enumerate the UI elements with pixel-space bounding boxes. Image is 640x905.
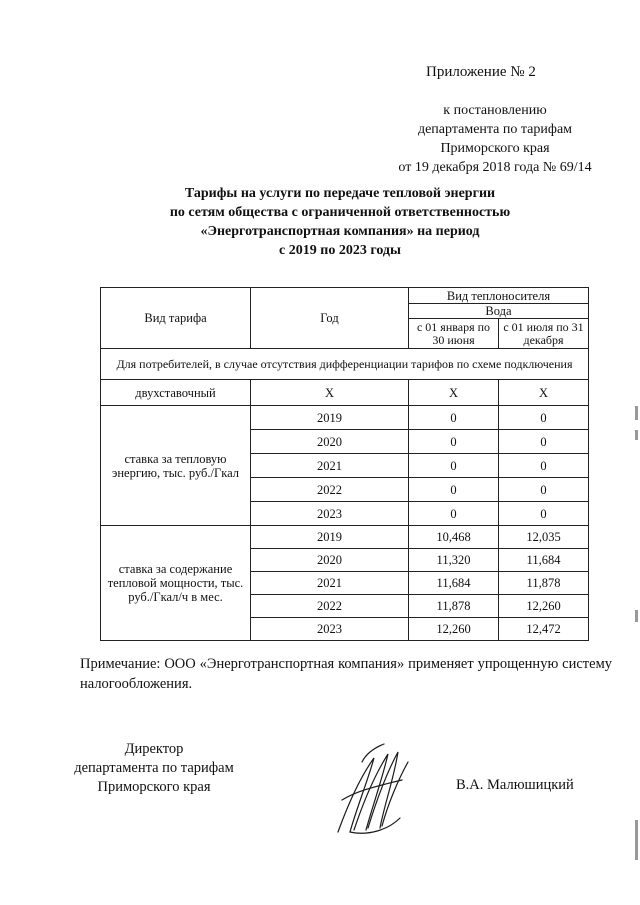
- table-cell: 2021: [251, 454, 409, 478]
- title-line: «Энерготранспортная компания» на период: [200, 224, 480, 239]
- header-year: Год: [251, 288, 409, 349]
- table-cell: Х: [251, 380, 409, 406]
- table-cell: 11,684: [409, 572, 499, 595]
- header-tariff-type: Вид тарифа: [101, 288, 251, 349]
- table-cell: 2021: [251, 572, 409, 595]
- table-cell: 0: [499, 454, 589, 478]
- table-cell: 10,468: [409, 526, 499, 549]
- appendix-title: Приложение № 2: [426, 64, 536, 80]
- table-cell: 2020: [251, 549, 409, 572]
- table-cell: 0: [409, 406, 499, 430]
- title-line: по сетям общества с ограниченной ответственностью: [169, 205, 511, 220]
- table-cell: 12,035: [499, 526, 589, 549]
- table-cell: 2023: [251, 618, 409, 641]
- document-title: [80, 184, 600, 260]
- title-line: Тарифы на услуги по передаче тепловой энергии: [184, 186, 496, 201]
- table-cell: 2023: [251, 502, 409, 526]
- section-title: Для потребителей, в случае отсутствия дифференциации тарифов по схеме подключения: [101, 349, 589, 380]
- tariff-table: [100, 287, 589, 641]
- signatory-name: В.А. Малюшицкий: [456, 777, 574, 793]
- table-cell: 0: [409, 478, 499, 502]
- table-cell: 0: [409, 430, 499, 454]
- table-cell: 11,684: [499, 549, 589, 572]
- signatory-position-line: Приморского края: [97, 779, 211, 795]
- table-cell: 0: [409, 454, 499, 478]
- header-carrier: Вид теплоносителя: [409, 288, 589, 304]
- heat-energy-label: ставка за тепловую энергию, тыс. руб./Гкал: [101, 406, 251, 526]
- table-cell: 0: [499, 430, 589, 454]
- table-cell: 12,260: [409, 618, 499, 641]
- table-cell: 12,260: [499, 595, 589, 618]
- table-cell: 11,320: [409, 549, 499, 572]
- capacity-label: ставка за содержание тепловой мощности, тыс. руб./Гкал/ч в мес.: [101, 526, 251, 641]
- two-part-label: двухставочный: [101, 380, 251, 406]
- signatory-position-line: департамента по тарифам: [74, 760, 234, 776]
- scan-artifact: [635, 610, 638, 622]
- table-cell: 0: [409, 502, 499, 526]
- table-cell: 11,878: [409, 595, 499, 618]
- handwritten-signature: [328, 740, 428, 840]
- scan-artifact: [635, 430, 638, 440]
- table-cell: 2022: [251, 595, 409, 618]
- appendix-line: департамента по тарифам: [417, 122, 573, 137]
- signatory-position-line: Директор: [124, 741, 184, 757]
- scan-artifact: [635, 406, 638, 420]
- note: Примечание: ООО «Энерготранспортная компания» применяет упрощенную систему налогообложения.: [80, 656, 612, 692]
- scan-artifact: [635, 820, 638, 860]
- signatory-position: [56, 740, 252, 797]
- table-cell: 0: [499, 478, 589, 502]
- header-period-1: с 01 января по 30 июня: [409, 319, 499, 349]
- table-cell: 2019: [251, 406, 409, 430]
- header-period-2: с 01 июля по 31 декабря: [499, 319, 589, 349]
- table-cell: 2019: [251, 526, 409, 549]
- table-cell: 0: [499, 502, 589, 526]
- table-cell: 12,472: [499, 618, 589, 641]
- header-water: Вода: [409, 304, 589, 319]
- title-line: с 2019 по 2023 годы: [279, 243, 401, 258]
- appendix-line: от 19 декабря 2018 года № 69/14: [398, 160, 592, 175]
- table-cell: Х: [499, 380, 589, 406]
- table-cell: 11,878: [499, 572, 589, 595]
- appendix-line: к постановлению: [443, 103, 547, 118]
- appendix-line: Приморского края: [440, 141, 550, 156]
- table-cell: 2022: [251, 478, 409, 502]
- table-cell: Х: [409, 380, 499, 406]
- table-cell: 2020: [251, 430, 409, 454]
- table-cell: 0: [499, 406, 589, 430]
